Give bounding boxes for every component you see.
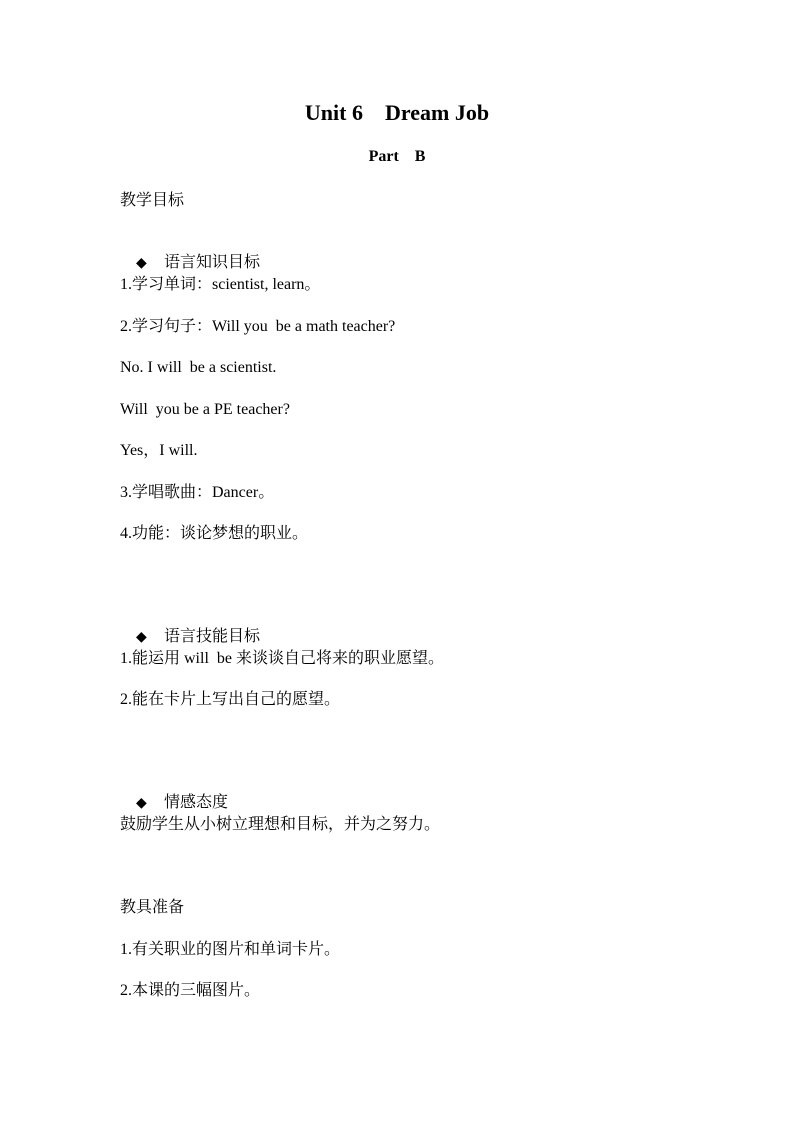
diamond-bullet-icon: ◆ [136, 255, 147, 271]
list-item: 3.学唱歌曲：Dancer。 [120, 484, 275, 501]
objectives-heading: 教学目标 [120, 192, 185, 209]
list-item: 2.本课的三幅图片。 [120, 982, 261, 999]
list-item: No. I will be a scientist. [120, 359, 277, 376]
section-heading-text: 语言技能目标 [164, 628, 261, 645]
list-item: 1.学习单词：scientist, learn。 [120, 276, 321, 293]
list-item: 鼓励学生从小树立理想和目标，并为之努力。 [120, 816, 441, 833]
document-subtitle: Part B [368, 148, 426, 165]
section-heading-text: 语言知识目标 [164, 254, 261, 271]
list-item: 4.功能：谈论梦想的职业。 [120, 525, 309, 542]
list-item: 2.能在卡片上写出自己的愿望。 [120, 691, 341, 708]
list-item: 2.学习句子：Will you be a math teacher? [120, 318, 396, 335]
list-item: Yes，I will. [120, 442, 198, 459]
diamond-bullet-icon: ◆ [136, 629, 147, 645]
section-heading-text: 情感态度 [164, 794, 229, 811]
list-item: Will you be a PE teacher? [120, 401, 290, 418]
list-item: 1.能运用 will be 来谈谈自己将来的职业愿望。 [120, 650, 444, 667]
document-title: Unit 6 Dream Job [304, 100, 490, 125]
diamond-bullet-icon: ◆ [136, 795, 147, 811]
list-item: 1.有关职业的图片和单词卡片。 [120, 941, 341, 958]
materials-heading: 教具准备 [120, 899, 185, 916]
